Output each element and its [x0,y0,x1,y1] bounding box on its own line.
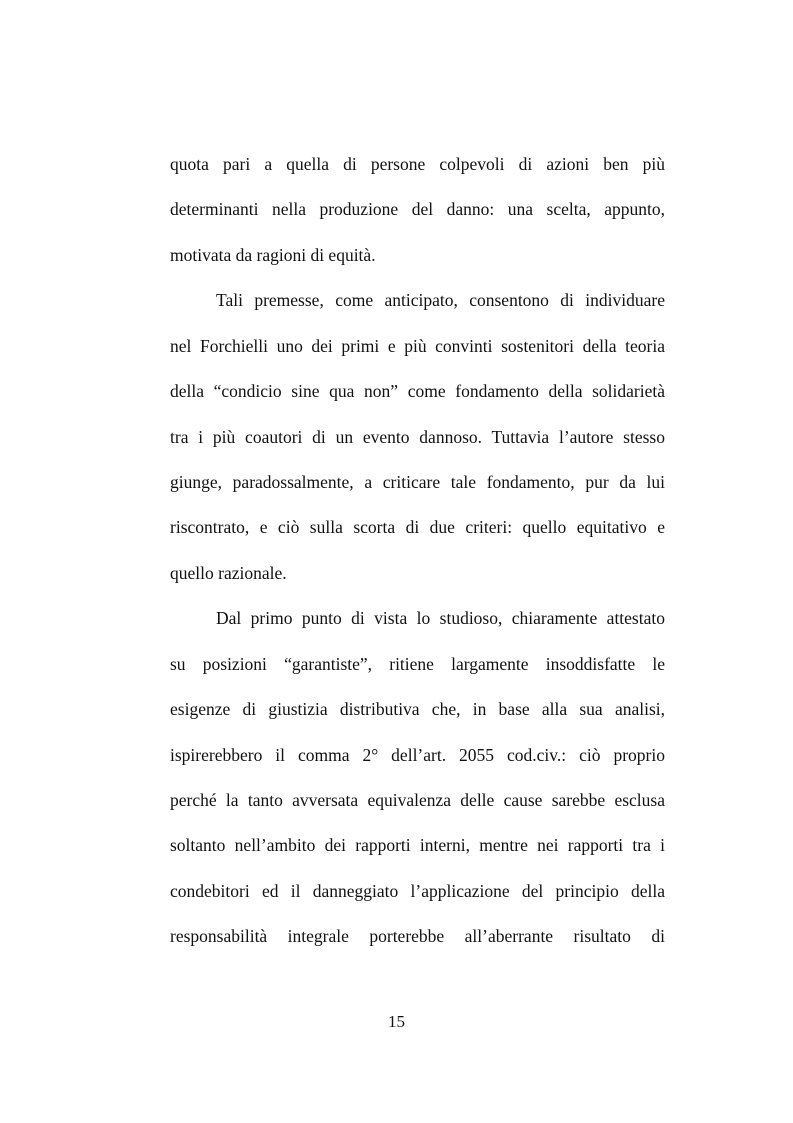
text-line-11: Dal primo punto di vista lo studioso, chiaramente attestato [216,608,665,628]
text-line-4: Tali premesse, come anticipato, consentono di individuare [216,290,665,310]
text-line-18: responsabilità integrale porterebbe all’aberrante risultato di [170,926,665,946]
text-line-12: su posizioni “garantiste”, ritiene largamente insoddisfatte le [170,654,665,674]
text-line-7: tra i più coautori di un evento dannoso. Tuttavia l’autore stesso [170,427,665,447]
text-line-9: riscontrato, e ciò sulla scorta di due criteri: quello equitativo e [170,517,665,537]
text-line-5: nel Forchielli uno dei primi e più convinti sostenitori della teoria [170,336,665,356]
text-line-8: giunge, paradossalmente, a criticare tale fondamento, pur da lui [170,472,665,492]
text-line-16: soltanto nell’ambito dei rapporti interni, mentre nei rapporti tra i [170,835,665,855]
text-line-17: condebitori ed il danneggiato l’applicazione del principio della [170,881,665,901]
text-line-14: ispirerebbero il comma 2° dell’art. 2055 cod.civ.: ciò proprio [170,745,665,765]
text-line-13: esigenze di giustizia distributiva che, in base alla sua analisi, [170,699,665,719]
text-line-10: quello razionale. [170,563,287,583]
text-line-15: perché la tanto avversata equivalenza delle cause sarebbe esclusa [170,790,665,810]
text-line-6: della “condicio sine qua non” come fondamento della solidarietà [170,381,665,401]
text-line-1: quota pari a quella di persone colpevoli di azioni ben più [170,154,665,174]
text-line-2: determinanti nella produzione del danno: una scelta, appunto, [170,199,665,219]
text-line-3: motivata da ragioni di equità. [170,245,376,265]
page-number: 15 [388,1012,405,1031]
